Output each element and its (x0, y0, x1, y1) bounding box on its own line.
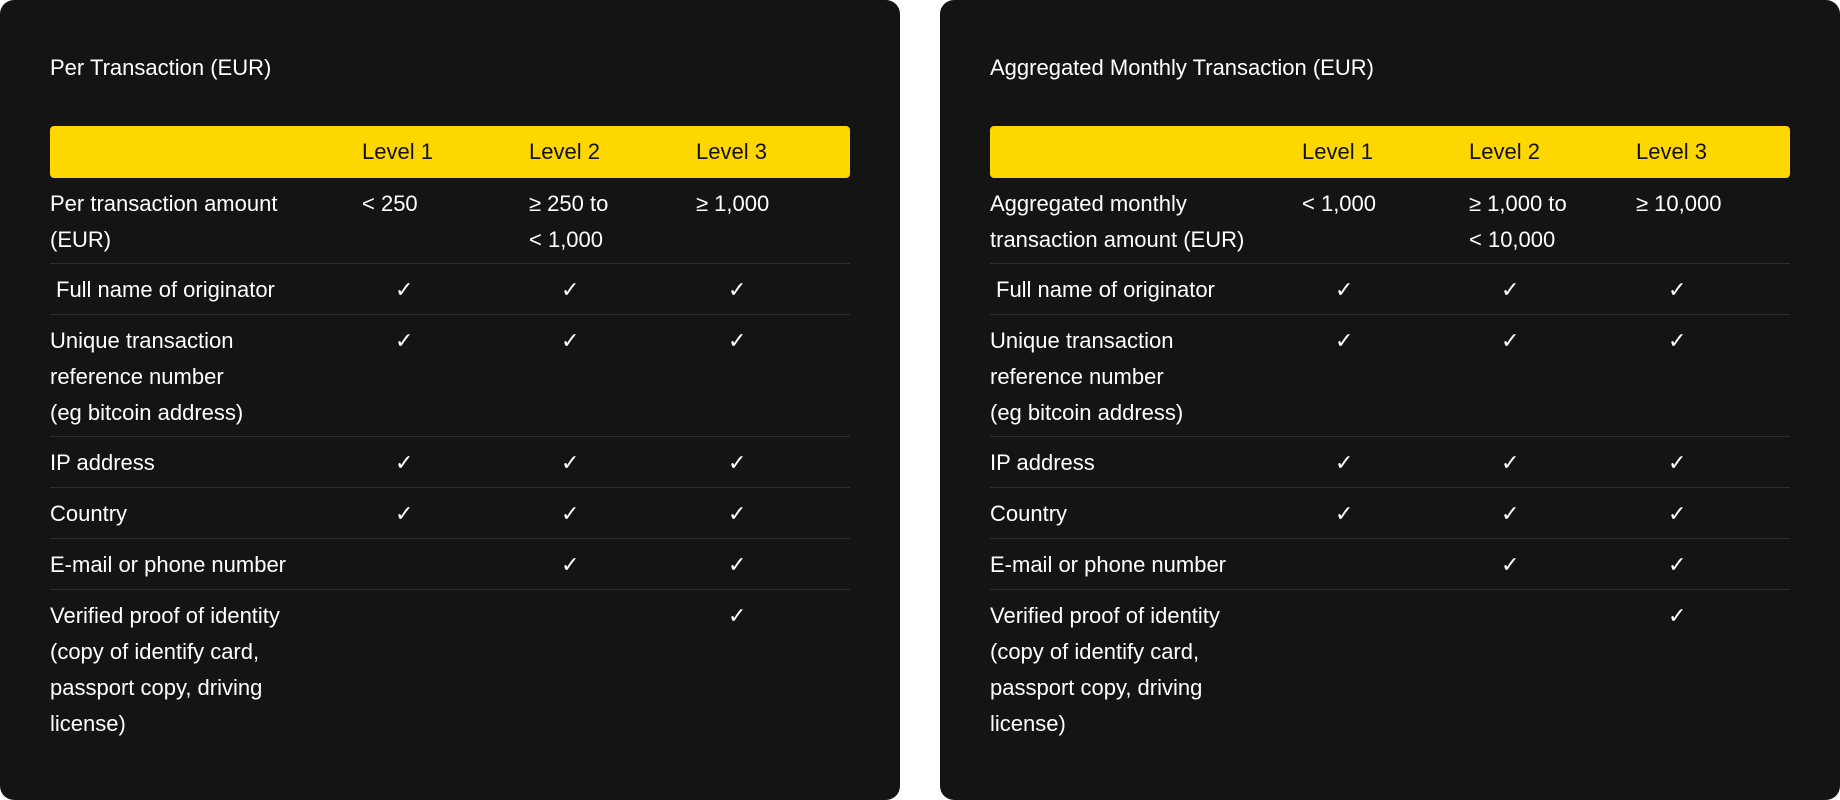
table-body (50, 178, 850, 747)
check-icon: ✓ (728, 329, 747, 354)
check-icon: ✓ (1335, 502, 1354, 527)
header-level-2: Level 2 (529, 126, 696, 178)
check-icon: ✓ (561, 329, 580, 354)
level-3-cell (1636, 437, 1790, 488)
requirement-label-line: E-mail or phone number (990, 552, 1227, 577)
requirement-label (50, 590, 362, 748)
requirement-label-line: IP address (50, 450, 155, 475)
check-icon: ✓ (1668, 604, 1687, 629)
check-icon: ✓ (1501, 329, 1520, 354)
requirement-label-line: Unique transaction (50, 328, 234, 353)
level-1-cell (1302, 539, 1469, 590)
amount-row (50, 178, 850, 264)
level-3-cell (1636, 590, 1790, 748)
amount-label-line: (EUR) (50, 227, 112, 252)
level-1-cell (362, 488, 529, 539)
table-row (50, 315, 850, 437)
check-icon: ✓ (1501, 502, 1520, 527)
requirement-label-line: Full name of originator (996, 277, 1215, 302)
level-2-cell (529, 590, 696, 748)
table-row (990, 488, 1790, 539)
check-icon: ✓ (395, 451, 414, 476)
level-2-cell (529, 539, 696, 590)
requirement-label (990, 315, 1302, 437)
requirement-label (50, 488, 362, 539)
amount-level-2 (529, 178, 696, 264)
level-3-cell (1636, 264, 1790, 315)
check-icon: ✓ (728, 278, 747, 303)
level-1-cell (362, 315, 529, 437)
amount-label (50, 178, 362, 264)
level-2-cell (1469, 264, 1636, 315)
requirement-label-line: (copy of identify card, (990, 639, 1200, 664)
level-3-cell (696, 437, 850, 488)
panel-title: Per Transaction (EUR) (50, 55, 272, 80)
requirement-label (990, 590, 1302, 748)
header-level-1: Level 1 (1302, 126, 1469, 178)
requirement-label-line: license) (50, 711, 126, 736)
table-row (50, 264, 850, 315)
per-transaction-panel (0, 0, 900, 800)
check-icon: ✓ (1668, 553, 1687, 578)
level-1-cell (362, 264, 529, 315)
amount-level-3: ≥ 10,000 (1636, 178, 1790, 264)
requirement-label (990, 264, 1302, 315)
table-row (990, 539, 1790, 590)
requirement-label-line: (eg bitcoin address) (50, 400, 244, 425)
requirement-label (50, 315, 362, 437)
level-1-cell (1302, 437, 1469, 488)
table-row (50, 590, 850, 748)
panel-title: Aggregated Monthly Transaction (EUR) (990, 55, 1374, 80)
check-icon: ✓ (728, 604, 747, 629)
level-1-cell (1302, 590, 1469, 748)
header-empty (50, 126, 362, 178)
requirement-label-line: (copy of identify card, (50, 639, 260, 664)
amount-level-2-line: < 1,000 (529, 227, 604, 252)
requirement-label-line: Verified proof of identity (50, 603, 280, 628)
level-2-cell (529, 437, 696, 488)
header-level-1: Level 1 (362, 126, 529, 178)
table-row (50, 488, 850, 539)
check-icon: ✓ (561, 278, 580, 303)
check-icon: ✓ (561, 553, 580, 578)
level-3-cell (696, 315, 850, 437)
amount-label-line: Per transaction amount (50, 191, 278, 216)
requirement-label (990, 539, 1302, 590)
level-3-cell (1636, 488, 1790, 539)
aggregated-monthly-panel (940, 0, 1840, 800)
check-icon: ✓ (561, 451, 580, 476)
level-3-cell (696, 488, 850, 539)
table-header-row (50, 126, 850, 178)
amount-level-1: < 250 (362, 178, 529, 264)
header-level-3: Level 3 (696, 126, 850, 178)
table-row (990, 315, 1790, 437)
check-icon: ✓ (728, 502, 747, 527)
requirement-label (990, 488, 1302, 539)
requirement-label-line: passport copy, driving (50, 675, 263, 700)
level-2-cell (1469, 539, 1636, 590)
check-icon: ✓ (395, 502, 414, 527)
table-row (50, 437, 850, 488)
requirement-label-line: (eg bitcoin address) (990, 400, 1184, 425)
level-1-cell (362, 539, 529, 590)
table-row (990, 264, 1790, 315)
check-icon: ✓ (728, 553, 747, 578)
check-icon: ✓ (1335, 451, 1354, 476)
aggregated-monthly-table (990, 126, 1790, 747)
table-row (50, 539, 850, 590)
level-2-cell (529, 488, 696, 539)
check-icon: ✓ (1668, 451, 1687, 476)
table-row (990, 590, 1790, 748)
table-row (990, 437, 1790, 488)
amount-row (990, 178, 1790, 264)
table-header-row (990, 126, 1790, 178)
level-2-cell (529, 315, 696, 437)
header-level-2: Level 2 (1469, 126, 1636, 178)
level-1-cell (362, 437, 529, 488)
check-icon: ✓ (561, 502, 580, 527)
amount-level-2-line: ≥ 1,000 to (1469, 191, 1567, 216)
check-icon: ✓ (1668, 329, 1687, 354)
amount-level-3: ≥ 1,000 (696, 178, 850, 264)
header-empty (990, 126, 1302, 178)
level-1-cell (1302, 264, 1469, 315)
check-icon: ✓ (728, 451, 747, 476)
check-icon: ✓ (1335, 278, 1354, 303)
requirement-label (50, 437, 362, 488)
per-transaction-table (50, 126, 850, 747)
check-icon: ✓ (1668, 278, 1687, 303)
requirement-label-line: E-mail or phone number (50, 552, 287, 577)
level-2-cell (1469, 488, 1636, 539)
check-icon: ✓ (395, 329, 414, 354)
requirement-label (50, 539, 362, 590)
level-1-cell (362, 590, 529, 748)
requirement-label-line: IP address (990, 450, 1095, 475)
requirement-label-line: Verified proof of identity (990, 603, 1220, 628)
check-icon: ✓ (395, 278, 414, 303)
requirement-label-line: Country (50, 501, 128, 526)
check-icon: ✓ (1501, 451, 1520, 476)
level-1-cell (1302, 488, 1469, 539)
check-icon: ✓ (1501, 278, 1520, 303)
check-icon: ✓ (1501, 553, 1520, 578)
level-3-cell (696, 539, 850, 590)
amount-level-1: < 1,000 (1302, 178, 1469, 264)
level-3-cell (1636, 539, 1790, 590)
level-2-cell (1469, 437, 1636, 488)
check-icon: ✓ (1668, 502, 1687, 527)
requirement-label-line: license) (990, 711, 1066, 736)
level-3-cell (696, 264, 850, 315)
requirement-label (50, 264, 362, 315)
level-2-cell (1469, 590, 1636, 748)
level-3-cell (696, 590, 850, 748)
amount-level-2 (1469, 178, 1636, 264)
amount-level-2-line: ≥ 250 to (529, 191, 609, 216)
level-2-cell (1469, 315, 1636, 437)
requirement-label-line: Country (990, 501, 1068, 526)
level-1-cell (1302, 315, 1469, 437)
requirement-label-line: reference number (50, 364, 224, 389)
amount-level-2-line: < 10,000 (1469, 227, 1556, 252)
amount-label (990, 178, 1302, 264)
requirement-label-line: passport copy, driving (990, 675, 1203, 700)
requirement-label (990, 437, 1302, 488)
amount-label-line: transaction amount (EUR) (990, 227, 1245, 252)
check-icon: ✓ (1335, 329, 1354, 354)
table-body (990, 178, 1790, 747)
amount-label-line: Aggregated monthly (990, 191, 1187, 216)
header-level-3: Level 3 (1636, 126, 1790, 178)
requirement-label-line: Unique transaction (990, 328, 1174, 353)
requirement-label-line: reference number (990, 364, 1164, 389)
level-3-cell (1636, 315, 1790, 437)
level-2-cell (529, 264, 696, 315)
requirement-label-line: Full name of originator (56, 277, 275, 302)
